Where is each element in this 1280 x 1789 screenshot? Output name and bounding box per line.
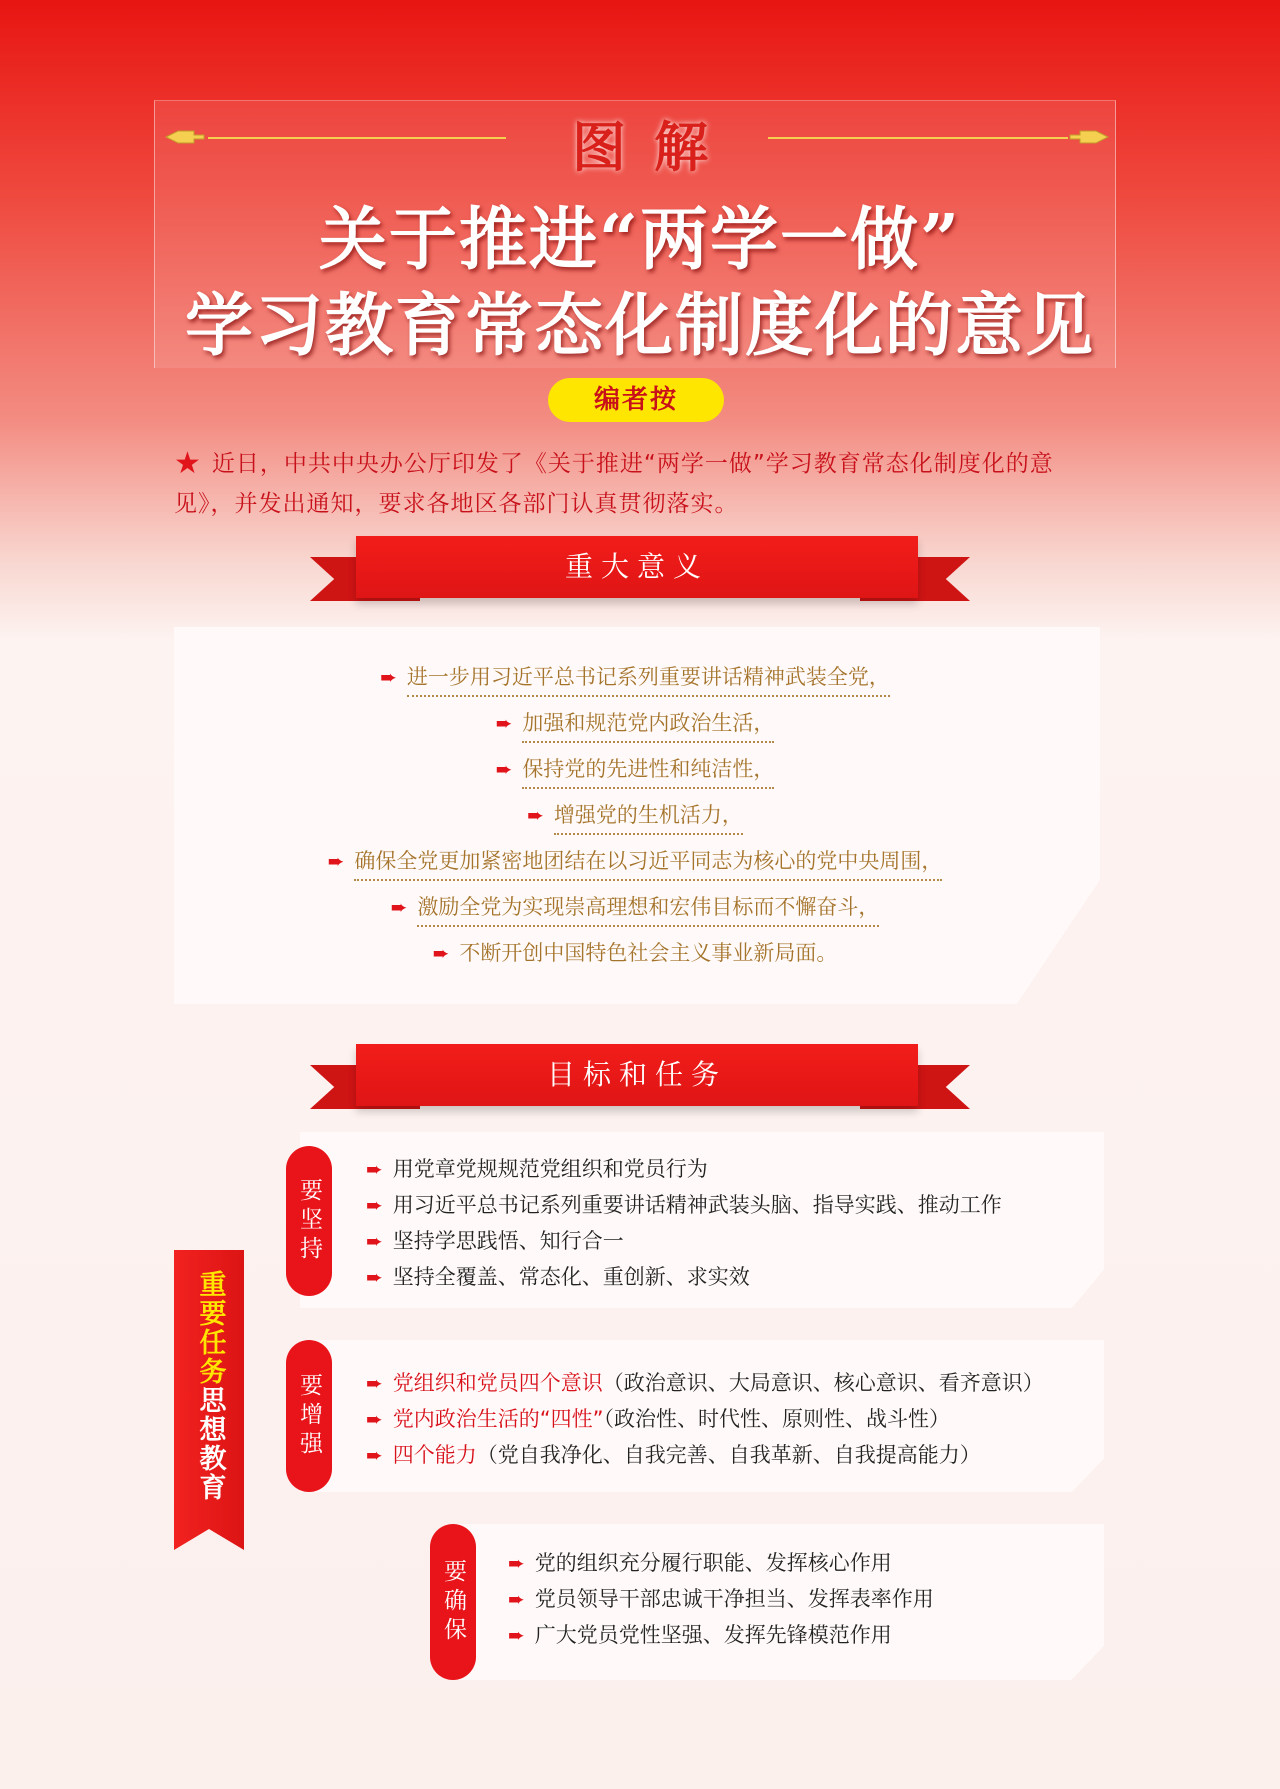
task-item-text: 坚持全覆盖、常态化、重创新、求实效 [392, 1265, 750, 1289]
red-arrow-icon: ➨ [366, 1443, 383, 1467]
task-item-text: （政治意识、大局意识、核心意识、看齐意识） [602, 1371, 1044, 1395]
editor-note-badge: 编者按 [548, 378, 724, 422]
page-title-line2: 学习教育常态化制度化的意见 [184, 286, 1095, 366]
task-group-tag-label: 要确保 [440, 1558, 466, 1646]
task-group-tag [286, 1340, 332, 1492]
side-label-top: 重要任务 [194, 1270, 226, 1386]
task-item [508, 1546, 892, 1580]
red-arrow-icon: ➨ [495, 711, 513, 735]
task-item [508, 1582, 934, 1616]
significance-item-text: 进一步用习近平总书记系列重要讲话精神武装全党， [407, 665, 890, 697]
task-group-tag [286, 1146, 332, 1296]
page-title-line1: 关于推进“两学一做” [318, 200, 962, 280]
intro-paragraph [174, 444, 1114, 524]
task-item [366, 1188, 1002, 1222]
red-arrow-icon: ➨ [390, 895, 408, 919]
significance-item-text: 加强和规范党内政治生活， [522, 711, 774, 743]
task-item [366, 1152, 708, 1186]
red-arrow-icon: ➨ [508, 1623, 525, 1647]
header-rule-right [768, 137, 1068, 139]
task-item [508, 1618, 892, 1652]
task-item [366, 1438, 981, 1472]
significance-item [150, 754, 1120, 784]
red-arrow-icon: ➨ [366, 1229, 383, 1253]
task-item-text: 用习近平总书记系列重要讲话精神武装头脑、指导实践、推动工作 [392, 1193, 1002, 1217]
task-group-tag [430, 1524, 476, 1680]
pointing-hand-icon [1068, 125, 1110, 149]
task-item-highlight: 党组织和党员四个意识 [392, 1371, 603, 1395]
significance-item [150, 938, 1120, 968]
significance-item-text: 确保全党更加紧密地团结在以习近平同志为核心的党中央周围， [354, 849, 942, 881]
red-arrow-icon: ➨ [366, 1407, 383, 1431]
intro-text: 近日，中共中央办公厅印发了《关于推进“两学一做”学习教育常态化制度化的意见》，并发出通知，要求各地区各部门认真贯彻落实。 [174, 451, 1054, 517]
task-item-text: 党员领导干部忠诚干净担当、发挥表率作用 [534, 1587, 934, 1611]
significance-item [150, 708, 1120, 738]
task-item-text: 党的组织充分履行职能、发挥核心作用 [534, 1551, 892, 1575]
task-item-text: 坚持学思践悟、知行合一 [392, 1229, 624, 1253]
task-item-text: 广大党员党性坚强、发挥先锋模范作用 [534, 1623, 892, 1647]
task-group-tag-label: 要增强 [296, 1372, 322, 1460]
red-arrow-icon: ➨ [495, 757, 513, 781]
red-arrow-icon: ➨ [366, 1371, 383, 1395]
red-arrow-icon: ➨ [366, 1265, 383, 1289]
side-banner-label [188, 1270, 232, 1502]
task-group-tag-label: 要坚持 [296, 1177, 322, 1265]
star-icon: ★ [174, 446, 202, 481]
section-heading-goals: 目标和任务 [356, 1044, 918, 1106]
task-item-text: （党自我净化、自我完善、自我革新、自我提高能力） [476, 1443, 981, 1467]
significance-item [150, 800, 1120, 830]
section-heading-significance: 重大意义 [356, 536, 918, 598]
task-item-text: （政治性、时代性、原则性、战斗性） [603, 1407, 951, 1431]
task-item [366, 1224, 624, 1258]
task-item [366, 1402, 950, 1436]
red-arrow-icon: ➨ [366, 1193, 383, 1217]
significance-item [150, 662, 1120, 692]
significance-item-text: 不断开创中国特色社会主义事业新局面。 [459, 941, 838, 965]
header-kicker: 图解 [572, 116, 736, 179]
side-label-bottom: 思想教育 [194, 1386, 226, 1502]
significance-item [150, 846, 1120, 876]
significance-item-text: 保持党的先进性和纯洁性， [522, 757, 774, 789]
red-arrow-icon: ➨ [508, 1587, 525, 1611]
task-item [366, 1366, 1044, 1400]
task-item-highlight: 党内政治生活的“四性” [392, 1407, 604, 1431]
red-arrow-icon: ➨ [380, 665, 397, 689]
red-arrow-icon: ➨ [432, 941, 450, 965]
task-item [366, 1260, 750, 1294]
red-arrow-icon: ➨ [327, 849, 345, 873]
pointing-hand-icon [164, 125, 206, 149]
red-arrow-icon: ➨ [366, 1157, 383, 1181]
significance-item-text: 激励全党为实现崇高理想和宏伟目标而不懈奋斗， [417, 895, 879, 927]
significance-item [150, 892, 1120, 922]
header-rule-left [208, 137, 506, 139]
red-arrow-icon: ➨ [508, 1551, 525, 1575]
red-arrow-icon: ➨ [527, 803, 544, 827]
task-item-highlight: 四个能力 [392, 1443, 477, 1467]
significance-item-text: 增强党的生机活力， [554, 803, 743, 835]
task-item-text: 用党章党规规范党组织和党员行为 [392, 1157, 708, 1181]
